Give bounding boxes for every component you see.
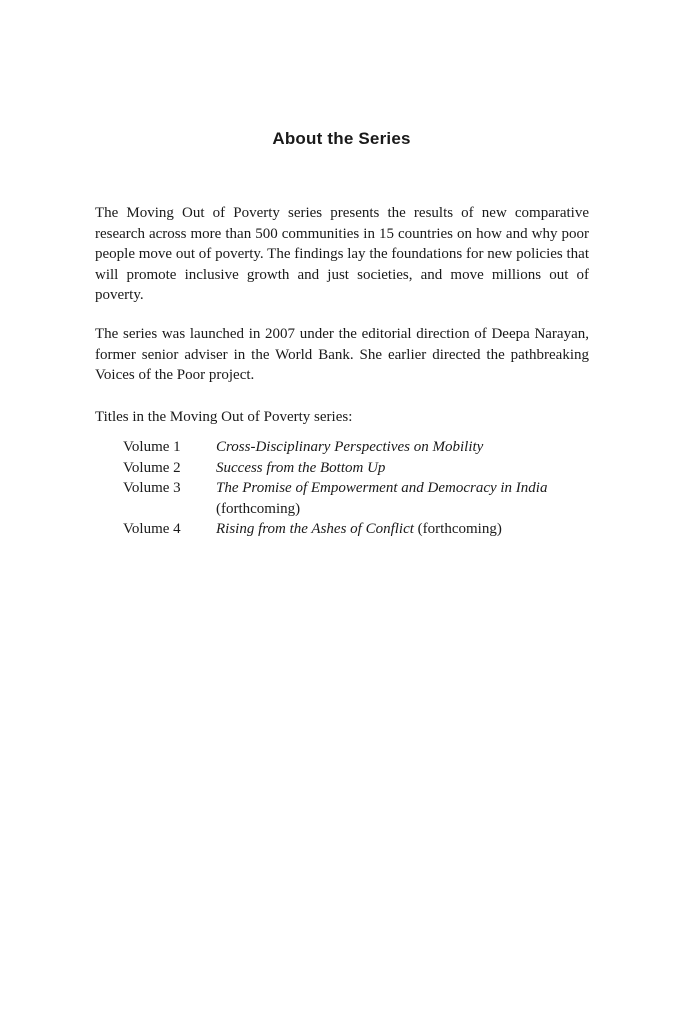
paragraph-series-launch: The series was launched in 2007 under the editorial direction of Deepa Narayan, former senior adviser in the World Bank. She earlier directed the pathbreaking Voices of the Poor project. <box>95 326 589 383</box>
paragraph-titles-intro: Titles in the Moving Out of Poverty series: <box>95 409 353 425</box>
paragraph-series-intro: The Moving Out of Poverty series presents the results of new comparative research across more than 500 communities in 15 countries on how and why poor people move out of poverty. The findings lay the foundations for new policies that will promote inclusive growth and just societies, and move millions out of poverty. <box>95 205 589 303</box>
volume-list <box>123 437 593 540</box>
page-title: About the Series <box>272 129 411 148</box>
volume-title: The Promise of Empowerment and Democracy in India <box>216 480 548 496</box>
volume-row-1 <box>123 437 593 458</box>
volume-title-entry <box>216 519 593 540</box>
volume-note: (forthcoming) <box>417 521 502 537</box>
volume-title: Cross-Disciplinary Perspectives on Mobility <box>216 439 484 455</box>
volume-title-entry <box>216 458 593 479</box>
volume-row-3 <box>123 478 593 519</box>
volume-title-entry <box>216 478 593 519</box>
volume-label: Volume 3 <box>123 480 181 496</box>
volume-row-4 <box>123 519 593 540</box>
volume-note: (forthcoming) <box>216 500 301 517</box>
volume-title: Rising from the Ashes of Conflict <box>216 521 414 537</box>
volume-label: Volume 2 <box>123 459 181 476</box>
volume-title-entry <box>216 437 593 458</box>
volume-label: Volume 1 <box>123 439 181 455</box>
volume-title: Success from the Bottom Up <box>216 459 386 476</box>
volume-row-2 <box>123 458 593 479</box>
volume-label: Volume 4 <box>123 521 181 537</box>
